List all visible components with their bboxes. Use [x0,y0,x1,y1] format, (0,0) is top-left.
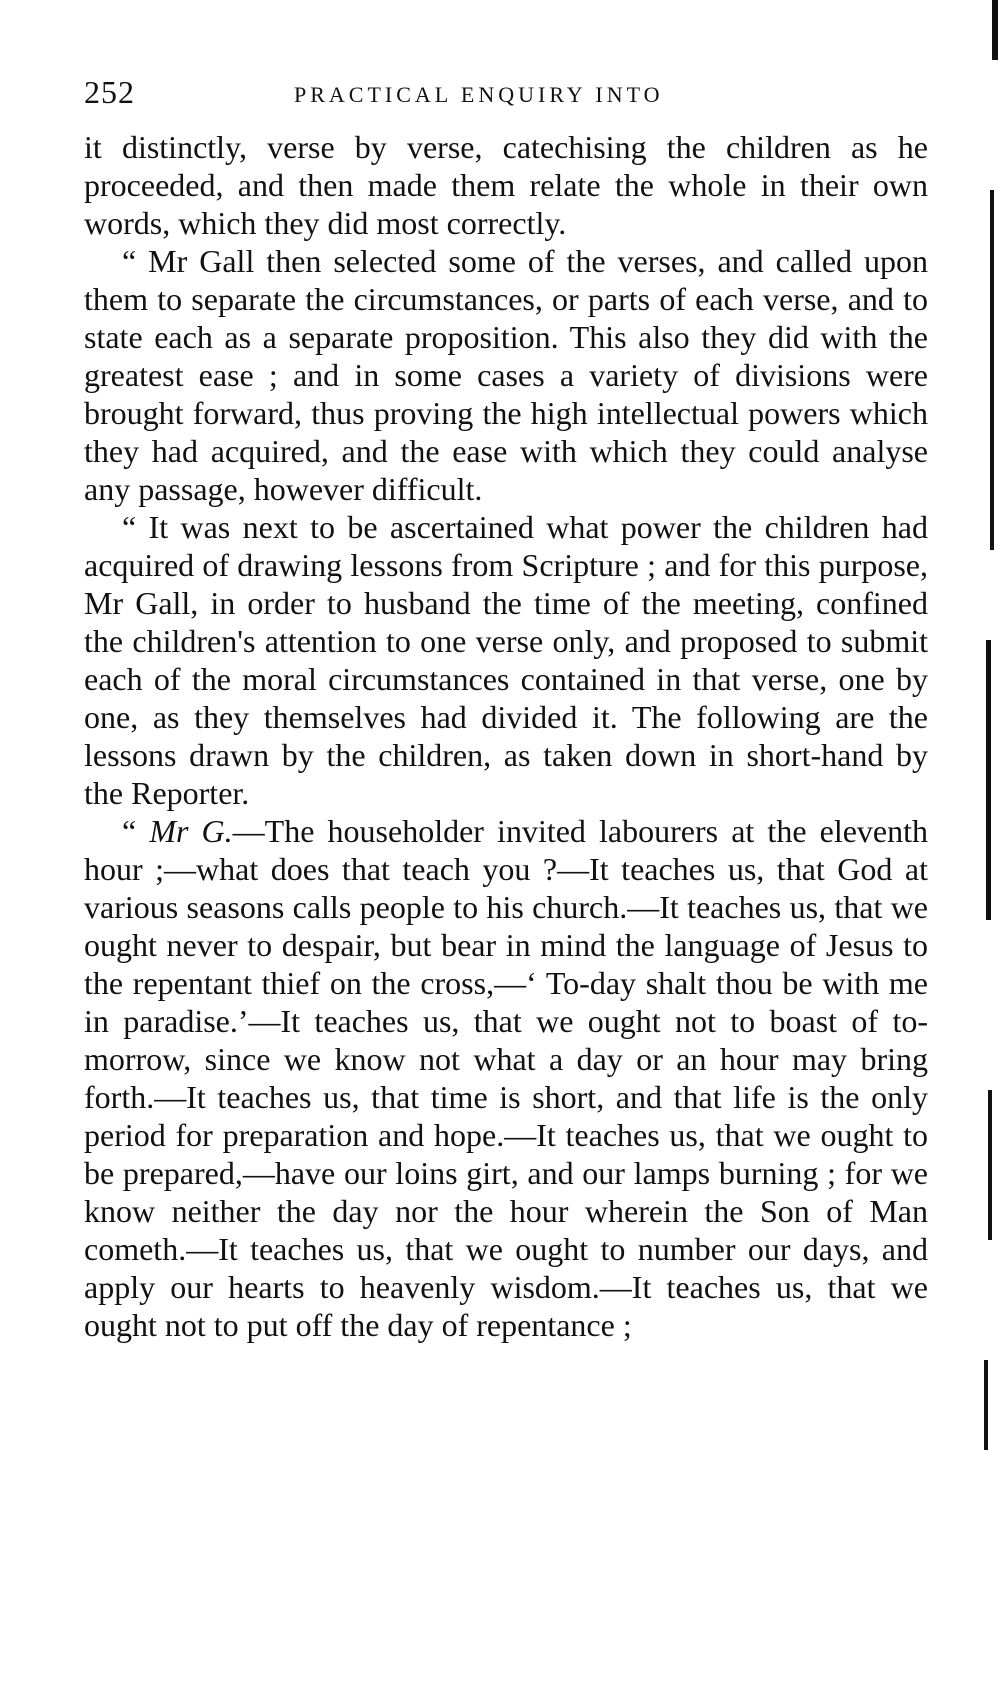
binding-shadow-mark [990,190,994,550]
paragraph-lessons-intro: “ It was next to be ascertained what power the children had acquired of drawing lessons from Scripture ; and for this purpose, Mr Gall, in order to husband the time of the meeting, confined the children's attention to one verse only, and proposed to submit each of the moral circumstances contained in that verse, one by one, as they themselves had divided it. The following are the lessons drawn by the children, as taken down in short-hand by the Reporter. [84,509,928,811]
binding-shadow-mark [988,1090,992,1240]
running-head: PRACTICAL ENQUIRY INTO [294,82,664,107]
page-header [84,74,964,114]
dialogue-text: —The householder invited labourers at the eleventh hour ;—what does that teach you ?—It teaches us, that God at various seasons calls people to his church.—It teaches us, that we ought never to despair, but bear in mind the language of Jesus to the repentant thief on the cross,—‘ To-day shalt thou be with me in paradise.’—It teaches us, that we ought not to boast of to-morrow, since we know not what a day or an hour may bring forth.—It teaches us, that time is short, and that life is the only period for preparation and hope.—It teaches us, that we ought to be prepared,—have our loins girt, and our lamps burning ; for we know neither the day nor the hour wherein the Son of Man cometh.—It teaches us, that we ought to number our days, and apply our hearts to heavenly wisdom.—It teaches us, that we ought not to put off the day of repentance ; [84,813,929,1343]
page-number: 252 [84,74,135,110]
speaker-label: Mr G. [149,813,233,849]
paragraph-dialogue [84,812,928,1344]
quote-open: “ [122,813,150,849]
binding-shadow-mark [984,1360,988,1450]
body-text [84,128,928,1344]
binding-shadow-mark [986,640,991,920]
paragraph-continuation: it distinctly, verse by verse, catechising the children as he proceeded, and then made them relate the whole in their own words, which they did most correctly. [84,129,928,241]
binding-shadow-mark [992,0,998,60]
paragraph-divisions: “ Mr Gall then selected some of the verses, and called upon them to separate the circumstances, or parts of each verse, and to state each as a separate proposition. This also they did with the greatest ease ; and in some cases a variety of divisions were brought forward, thus proving the high intellectual powers which they had acquired, and the ease with which they could analyse any passage, however difficult. [84,243,928,507]
